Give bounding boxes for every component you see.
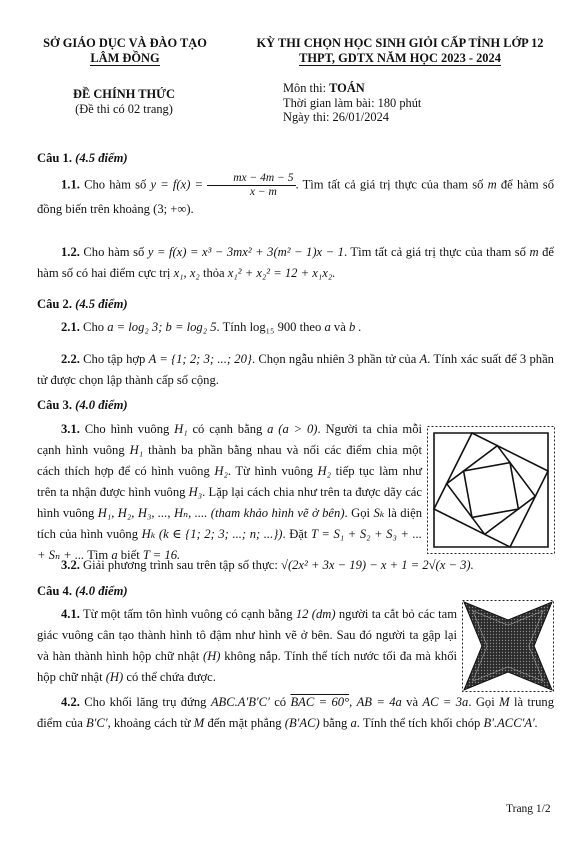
duration-line: Thời gian làm bài: 180 phút	[283, 95, 422, 110]
question-2-heading: Câu 2. (4.5 điểm)	[37, 297, 128, 311]
cross-figure	[462, 600, 554, 692]
exam-heading	[232, 36, 568, 66]
page-number: Trang 1/2	[506, 803, 551, 815]
nested-squares-figure	[427, 426, 555, 554]
exam-meta	[283, 81, 421, 125]
part-4-2: 4.2. Cho khối lăng trụ đứng ABC.A′B′C′ có BAC = 60°, AB = 4a và AC = 3a. Gọi M là trung điểm của B′C′, khoảng cách từ M đến mặt phẳng (B′AC) bằng a. Tính thể tích khối chóp B′.ACC′A′.	[37, 695, 554, 730]
date-line: Ngày thi: 26/01/2024	[283, 110, 390, 124]
department-line-2: LÂM ĐỒNG	[90, 51, 160, 65]
question-4-heading: Câu 4. (4.0 điểm)	[37, 584, 128, 598]
exam-line-2: THPT, GDTX NĂM HỌC 2023 - 2024	[299, 51, 501, 65]
department-heading	[20, 36, 230, 66]
department-line-1: SỞ GIÁO DỤC VÀ ĐÀO TẠO	[43, 36, 207, 50]
part-1-2: 1.2. Cho hàm số y = f(x) = x³ − 3mx² + 3(m² − 1)x − 1. Tìm tất cả giá trị thực của tham số m để hàm số có hai điểm cực trị x₁, x₂ thỏa x₁² + x₂² = 12 + x₁x₂.	[37, 245, 554, 280]
part-1-1: 1.1. Cho hàm số y = f(x) = $\frac{mx - 4m - 5}{x - m}$ . Tìm tất cả giá trị thực của tham số m để hàm số đồng biến trên khoảng (3; +∞).	[37, 172, 554, 216]
official-label: ĐỀ CHÍNH THỨC	[73, 87, 175, 101]
subject-line: Môn thi: TOÁN	[283, 81, 365, 95]
pages-note: (Đề thi có 02 trang)	[75, 101, 173, 116]
figure-frame	[428, 427, 555, 554]
part-3-2: 3.2. Giải phương trình sau trên tập số thực: √(2x² + 3x − 19) − x + 1 = 2√(x − 3).	[61, 558, 474, 572]
part-2-2: 2.2. Cho tập hợp A = {1; 2; 3; ...; 20}. Chọn ngẫu nhiên 3 phần tử của A. Tính xác suất để 3 phần tử được chọn lập thành cấp số cộng.	[37, 352, 554, 387]
part-2-1: 2.1. Cho a = log₂ 3; b = log₂ 5. Tính log₁₅ 900 theo a và b .	[61, 320, 362, 334]
official-block	[44, 87, 204, 116]
part-3-1: 3.1. Cho hình vuông H₁ có cạnh bằng a (a > 0). Người ta chia mỗi cạnh hình vuông H₁ thành ba phần bằng nhau và nối các điểm chia một cách thích hợp để có hình vuông H₂. Từ hình vuông H₂ tiếp tục làm như trên ta nhận được hình vuông H₃. Lặp lại cách chia như trên ta được dãy các hình vuông H₁, H₂, H₃, ..., Hₙ, .... (tham khảo hình vẽ ở bên). Gọi Sₖ là diện tích của hình vuông Hₖ (k ∈ {1; 2; 3; ...; n; ...}). Đặt T = S₁ + S₂ + S₃ + ... + Sₙ + ... Tìm a biết T = 16.	[37, 422, 423, 562]
question-1-heading: Câu 1. (4.5 điểm)	[37, 151, 128, 165]
question-3-heading: Câu 3. (4.0 điểm)	[37, 398, 128, 412]
exam-line-1: KỲ THI CHỌN HỌC SINH GIỎI CẤP TỈNH LỚP 12	[256, 36, 544, 50]
fraction-1-1: $\frac{mx - 4m - 5}{x - m}$	[207, 172, 295, 199]
part-4-1: 4.1. Từ một tấm tôn hình vuông có cạnh bằng 12 (dm) người ta cắt bỏ các tam giác vuông cân tạo thành hình tô đậm như hình vẽ ở bên. Sau đó người ta gập lại và hàn thành hình hộp chữ nhật (H) không nắp. Tính thể tích nước tối đa mà khối hộp chữ nhật (H) có thể chứa được.	[37, 607, 457, 684]
